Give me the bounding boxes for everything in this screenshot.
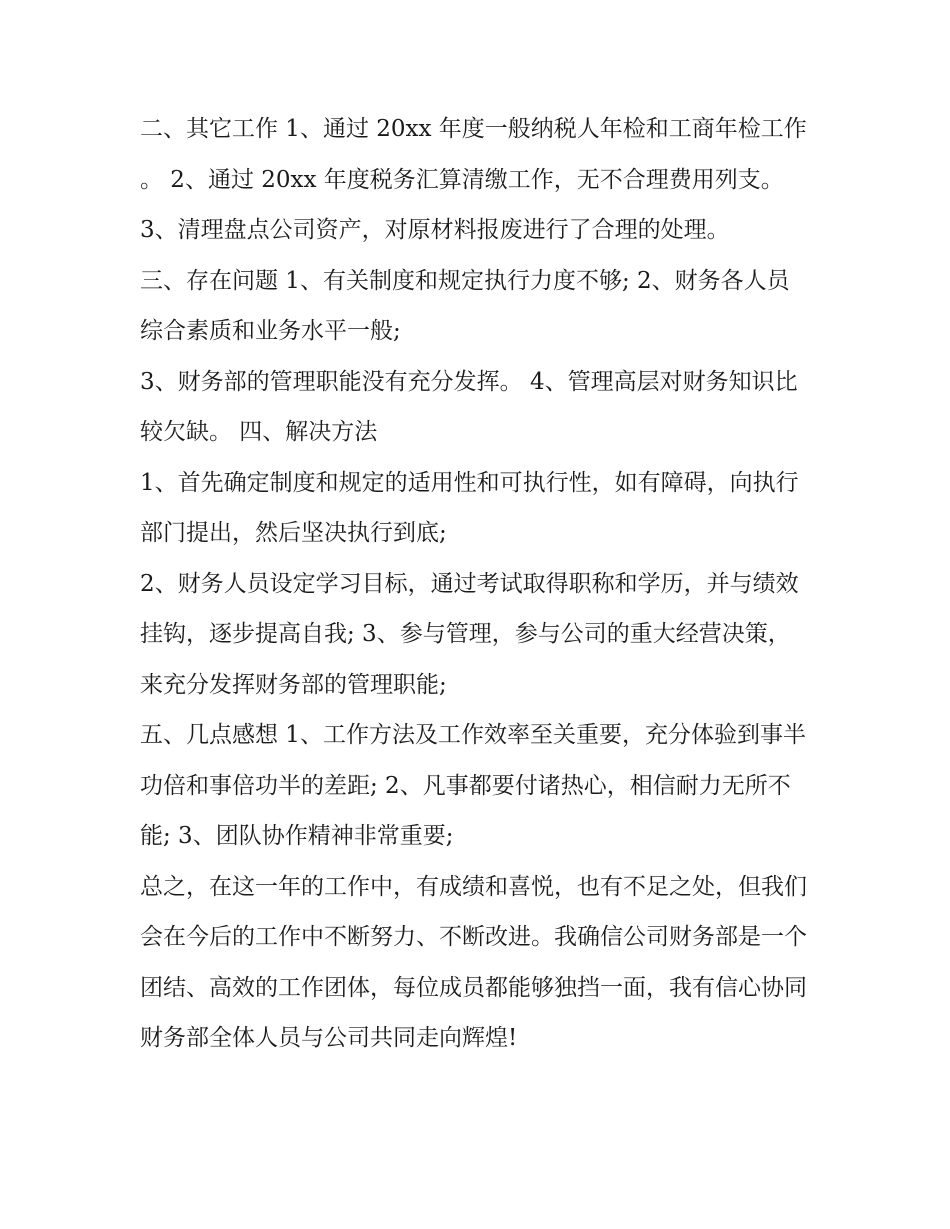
paragraph-other-work: 二、其它工作 1、通过 20xx 年度一般纳税人年检和工商年检工作。 2、通过 20xx 年度税务汇算清缴工作，无不合理费用列支。 <box>140 116 807 193</box>
paragraph-existing-problems: 三、存在问题 1、有关制度和规定执行力度不够; 2、财务各人员综合素质和业务水平一般; <box>140 267 790 344</box>
paragraph-asset-inventory: 3、清理盘点公司资产，对原材料报废进行了合理的处理。 <box>140 217 730 243</box>
paragraph-management-function: 3、财务部的管理职能没有充分发挥。 4、管理高层对财务知识比较欠缺。 四、解决方法 <box>140 368 798 445</box>
paragraph-reflections: 五、几点感想 1、工作方法及工作效率至关重要，充分体验到事半功倍和事倍功半的差距; 2、凡事都要付诸热心，相信耐力无所不能; 3、团队协作精神非常重要; <box>140 722 806 849</box>
paragraph-conclusion: 总之，在这一年的工作中，有成绩和喜悦，也有不足之处，但我们会在今后的工作中不断努力、不断改进。我确信公司财务部是一个团结、高效的工作团体，每位成员都能够独挡一面，我有信心协同财务部全体人员与公司共同走向辉煌! <box>140 873 807 1051</box>
document-body <box>140 104 812 1064</box>
paragraph-solution-1: 1、首先确定制度和规定的适用性和可执行性，如有障碍，向执行部门提出，然后坚决执行到底; <box>140 469 799 546</box>
paragraph-solution-2-3: 2、财务人员设定学习目标，通过考试取得职称和学历，并与绩效挂钩，逐步提高自我; 3、参与管理，参与公司的重大经营决策，来充分发挥财务部的管理职能; <box>140 570 799 698</box>
